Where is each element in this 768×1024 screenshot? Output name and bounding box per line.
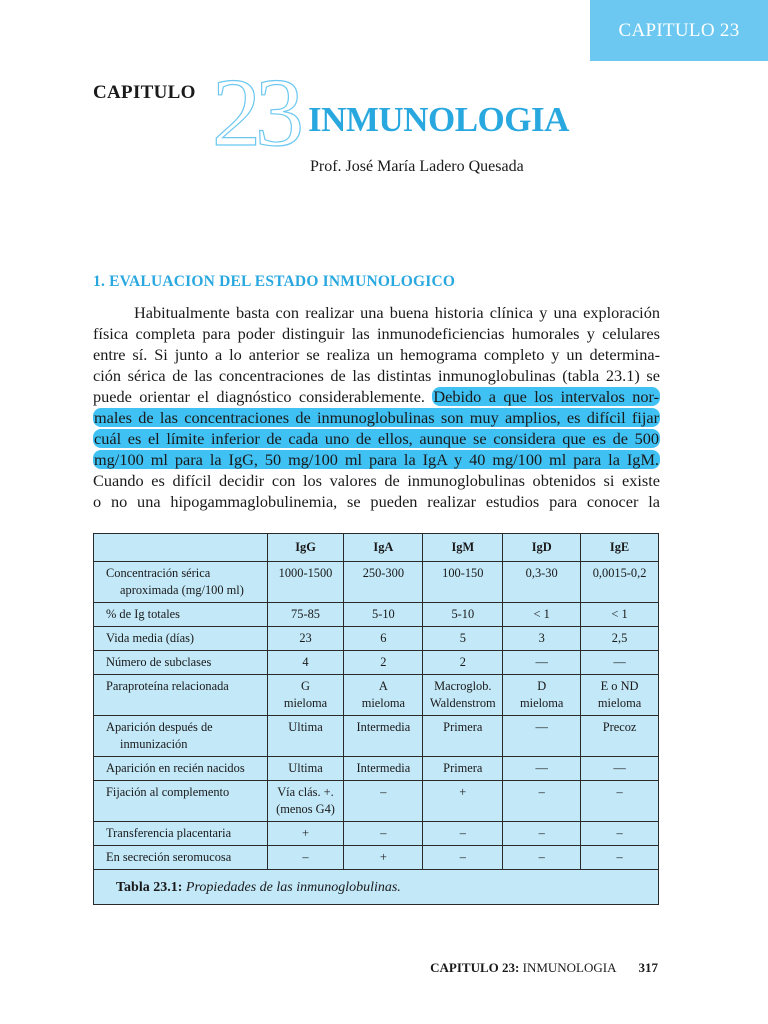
table-cell: 6: [344, 627, 423, 651]
table-cell: 5-10: [344, 603, 423, 627]
row-label-line: Aparición en recién nacidos: [106, 761, 245, 775]
row-label: [94, 675, 268, 716]
chapter-label: CAPITULO: [93, 82, 196, 103]
page-footer: [430, 960, 658, 976]
page-number: 317: [638, 960, 658, 975]
table-row: [94, 562, 659, 603]
table-row: [94, 716, 659, 757]
row-label-line: En secreción seromucosa: [106, 850, 232, 864]
table-row: [94, 822, 659, 846]
table-row: [94, 781, 659, 822]
highlighted-text: males de las concentraciones de inmunoglobulinas son muy amplios, es difícil fijar: [94, 408, 659, 427]
table-cell: +: [267, 822, 344, 846]
chapter-number: 23: [212, 59, 298, 167]
caption-cell: [94, 870, 659, 905]
paragraph-line: Habitualmente basta con realizar una buena historia clínica y una exploración: [134, 303, 660, 322]
chapter-title: INMUNOLOGIA: [308, 100, 569, 139]
table-row: [94, 846, 659, 870]
table-header-cell: IgD: [503, 534, 581, 562]
table-cell: +: [344, 846, 423, 870]
table-row: [94, 675, 659, 716]
table-cell: 250-300: [344, 562, 423, 603]
table-cell: 1000-1500: [267, 562, 344, 603]
chapter-tab-label: CAPITULO 23: [618, 19, 740, 41]
row-label-line: Número de subclases: [106, 655, 212, 669]
highlighted-text: cuál es el límite inferior de cada uno de ellos, aunque se considera que es de 500: [94, 429, 659, 448]
table-cell: 23: [267, 627, 344, 651]
highlighted-text: Debido a que los intervalos nor-: [433, 387, 659, 406]
table-cell: 100-150: [423, 562, 503, 603]
table-cell: —: [503, 651, 581, 675]
table-cell: 5-10: [423, 603, 503, 627]
row-label: [94, 627, 268, 651]
table-cell: Primera: [423, 716, 503, 757]
row-label: [94, 846, 268, 870]
table-caption-row: [94, 870, 659, 905]
table-header-row: [94, 534, 659, 562]
body-paragraph: [93, 302, 660, 512]
table-cell: –: [423, 822, 503, 846]
table-body: [94, 562, 659, 870]
paragraph-line: [93, 386, 660, 407]
table-cell: Precoz: [581, 716, 659, 757]
table-cell: –: [581, 846, 659, 870]
table-cell: —: [503, 716, 581, 757]
paragraph-line: [93, 428, 660, 449]
paragraph-line: o no una hipogammaglobulinemia, se pueden realizar estudios para conocer la: [93, 492, 660, 511]
table-cell: Ultima: [267, 716, 344, 757]
table-cell: –: [581, 822, 659, 846]
row-label: [94, 603, 268, 627]
row-label-line: % de Ig totales: [106, 607, 180, 621]
table-cell: 75-85: [267, 603, 344, 627]
table-cell: –: [503, 822, 581, 846]
table-cell: —: [503, 757, 581, 781]
table-header-cell: IgE: [581, 534, 659, 562]
row-label: [94, 781, 268, 822]
paragraph-line: [93, 449, 660, 470]
row-label-line: Aparición después de: [106, 720, 213, 734]
table-cell: < 1: [503, 603, 581, 627]
row-label: [94, 822, 268, 846]
table-cell: 2: [344, 651, 423, 675]
caption-label: Tabla 23.1:: [116, 880, 183, 895]
table-cell: +: [423, 781, 503, 822]
table-cell: G mieloma: [267, 675, 344, 716]
table-cell: 3: [503, 627, 581, 651]
chapter-author: Prof. José María Ladero Quesada: [310, 158, 524, 175]
row-label: [94, 651, 268, 675]
table-row: [94, 651, 659, 675]
paragraph-line: física completa para poder distinguir las inmunodeficiencias humorales y celulares: [93, 324, 660, 343]
row-label-line: aproximada (mg/100 ml): [120, 583, 244, 597]
table-cell: A mieloma: [344, 675, 423, 716]
table-cell: E o ND mieloma: [581, 675, 659, 716]
table-cell: –: [344, 822, 423, 846]
table-cell: D mieloma: [503, 675, 581, 716]
table-cell: 5: [423, 627, 503, 651]
paragraph-line: ción sérica de las concentraciones de las distintas inmunoglobulinas (tabla 23.1) se: [93, 366, 660, 385]
table-cell: –: [423, 846, 503, 870]
paragraph-line: entre sí. Si junto a lo anterior se realiza un hemograma completo y un determina-: [93, 345, 660, 364]
table-cell: 2,5: [581, 627, 659, 651]
row-label-line: Concentración sérica: [106, 566, 211, 580]
paragraph-line: Cuando es difícil decidir con los valores de inmunoglobulinas obtenidos si existe: [93, 471, 660, 490]
table-row: [94, 603, 659, 627]
footer-chapter: CAPITULO 23:: [430, 960, 520, 975]
row-label-line: inmunización: [120, 737, 188, 751]
table-cell: Ultima: [267, 757, 344, 781]
table-cell: Intermedia: [344, 716, 423, 757]
row-label-line: Paraproteína relacionada: [106, 679, 229, 693]
table-header: [94, 534, 659, 562]
row-label: [94, 562, 268, 603]
table-cell: 2: [423, 651, 503, 675]
table-caption: [94, 870, 659, 905]
row-label-line: Vida media (días): [106, 631, 195, 645]
table-header-cell: [94, 534, 268, 562]
table-header-cell: IgM: [423, 534, 503, 562]
caption-text: Propiedades de las inmunoglobulinas.: [185, 880, 401, 895]
table-cell: —: [581, 651, 659, 675]
table-cell: –: [503, 781, 581, 822]
table-cell: 0,3-30: [503, 562, 581, 603]
table-row: [94, 757, 659, 781]
table-cell: Primera: [423, 757, 503, 781]
row-label: [94, 716, 268, 757]
section-heading: 1. EVALUACION DEL ESTADO INMUNOLOGICO: [93, 273, 456, 290]
immunoglobulin-table: [93, 533, 659, 905]
table-cell: 0,0015-0,2: [581, 562, 659, 603]
highlighted-text: mg/100 ml para la IgG, 50 mg/100 ml para la IgA y 40 mg/100 ml para la IgM.: [94, 450, 659, 469]
chapter-tab: [590, 0, 768, 61]
table-header-cell: IgG: [267, 534, 344, 562]
table-cell: Intermedia: [344, 757, 423, 781]
row-label-line: Fijación al complemento: [106, 785, 230, 799]
table-cell: –: [581, 781, 659, 822]
paragraph-line: [93, 407, 660, 428]
footer-title: INMUNOLOGIA: [522, 960, 617, 975]
paragraph-segment: puede orientar el diagnóstico considerablemente.: [93, 387, 425, 406]
table-cell: –: [267, 846, 344, 870]
table-cell: < 1: [581, 603, 659, 627]
table-cell: –: [344, 781, 423, 822]
table-row: [94, 627, 659, 651]
table-cell: –: [503, 846, 581, 870]
row-label-line: Transferencia placentaria: [106, 826, 232, 840]
table-cell: Vía clás. +. (menos G4): [267, 781, 344, 822]
table-cell: 4: [267, 651, 344, 675]
row-label: [94, 757, 268, 781]
table-cell: —: [581, 757, 659, 781]
table-cell: Macroglob. Waldenstrom: [423, 675, 503, 716]
table-header-cell: IgA: [344, 534, 423, 562]
